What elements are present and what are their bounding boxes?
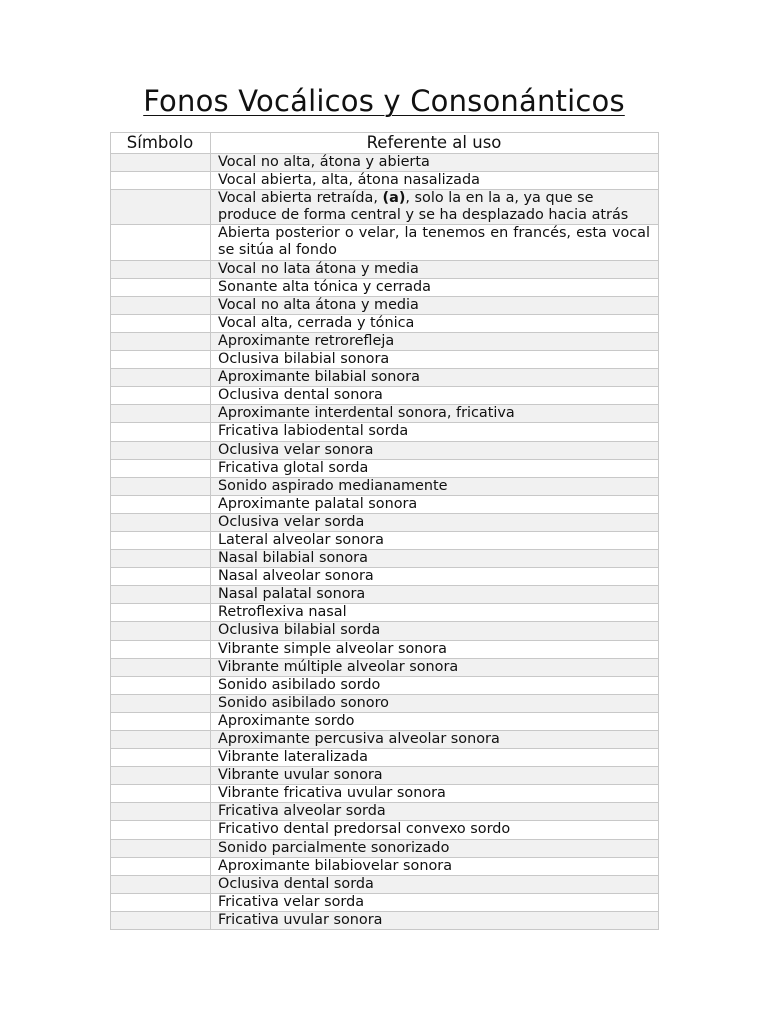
table-row (111, 640, 659, 658)
symbol-cell (111, 803, 211, 821)
table-row (111, 369, 659, 387)
table-header-row (111, 133, 659, 154)
usage-cell: Nasal alveolar sonora (211, 568, 659, 586)
usage-cell: Fricativa uvular sonora (211, 911, 659, 929)
table-row (111, 749, 659, 767)
header-symbol: Símbolo (111, 133, 211, 154)
usage-cell: Oclusiva velar sorda (211, 513, 659, 531)
usage-cell: Vibrante uvular sonora (211, 767, 659, 785)
usage-cell: Aproximante sordo (211, 712, 659, 730)
usage-cell: Vocal no lata átona y media (211, 260, 659, 278)
table-row (111, 459, 659, 477)
symbol-cell (111, 405, 211, 423)
usage-cell: Retroflexiva nasal (211, 604, 659, 622)
symbol-cell (111, 172, 211, 190)
table-row (111, 821, 659, 839)
symbol-cell (111, 658, 211, 676)
table-row (111, 278, 659, 296)
table-row (111, 154, 659, 172)
table-row (111, 296, 659, 314)
symbol-cell (111, 550, 211, 568)
table-body (111, 154, 659, 930)
usage-cell: Sonido aspirado medianamente (211, 477, 659, 495)
symbol-cell (111, 225, 211, 260)
usage-cell: Vocal abierta, alta, átona nasalizada (211, 172, 659, 190)
symbol-cell (111, 260, 211, 278)
table-row (111, 531, 659, 549)
usage-cell (211, 190, 659, 225)
symbol-cell (111, 767, 211, 785)
table-row (111, 857, 659, 875)
table-row (111, 351, 659, 369)
phones-table (110, 132, 659, 930)
usage-cell: Vibrante múltiple alveolar sonora (211, 658, 659, 676)
usage-cell: Aproximante retrorefleja (211, 332, 659, 350)
usage-cell: Sonido asibilado sordo (211, 676, 659, 694)
symbol-cell (111, 622, 211, 640)
table-row (111, 387, 659, 405)
symbol-cell (111, 568, 211, 586)
usage-cell: Fricativo dental predorsal convexo sordo (211, 821, 659, 839)
table-row (111, 622, 659, 640)
header-usage: Referente al uso (211, 133, 659, 154)
symbol-cell (111, 857, 211, 875)
usage-text: , solo la en la a, ya que se produce de forma central y se ha desplazado hacia atrás (218, 190, 629, 224)
usage-cell: Fricativa labiodental sorda (211, 423, 659, 441)
table-row (111, 332, 659, 350)
table-row (111, 405, 659, 423)
table-row (111, 423, 659, 441)
table-row (111, 260, 659, 278)
symbol-cell (111, 278, 211, 296)
usage-cell: Vibrante simple alveolar sonora (211, 640, 659, 658)
symbol-cell (111, 586, 211, 604)
table-row (111, 568, 659, 586)
usage-cell: Aproximante bilabial sonora (211, 369, 659, 387)
symbol-cell (111, 314, 211, 332)
usage-cell: Oclusiva dental sorda (211, 875, 659, 893)
symbol-cell (111, 477, 211, 495)
table-row (111, 839, 659, 857)
usage-cell: Fricativa glotal sorda (211, 459, 659, 477)
symbol-cell (111, 604, 211, 622)
symbol-cell (111, 839, 211, 857)
table-row (111, 676, 659, 694)
table-row (111, 441, 659, 459)
symbol-cell (111, 423, 211, 441)
table-row (111, 785, 659, 803)
symbol-cell (111, 296, 211, 314)
symbol-cell (111, 154, 211, 172)
usage-cell: Aproximante interdental sonora, fricativa (211, 405, 659, 423)
usage-cell: Oclusiva dental sonora (211, 387, 659, 405)
table-row (111, 731, 659, 749)
usage-text: Vocal abierta retraída, (218, 190, 383, 207)
table-row (111, 225, 659, 260)
usage-cell: Vibrante fricativa uvular sonora (211, 785, 659, 803)
table-row (111, 477, 659, 495)
symbol-cell (111, 676, 211, 694)
table-row (111, 586, 659, 604)
symbol-cell (111, 731, 211, 749)
usage-cell: Vocal alta, cerrada y tónica (211, 314, 659, 332)
symbol-cell (111, 749, 211, 767)
table-row (111, 893, 659, 911)
table-row (111, 550, 659, 568)
table-row (111, 911, 659, 929)
symbol-cell (111, 351, 211, 369)
symbol-cell (111, 893, 211, 911)
usage-text-bold: (a) (382, 190, 406, 207)
usage-cell: Oclusiva bilabial sonora (211, 351, 659, 369)
symbol-cell (111, 785, 211, 803)
table-row (111, 712, 659, 730)
usage-cell: Oclusiva bilabial sorda (211, 622, 659, 640)
usage-cell: Sonido parcialmente sonorizado (211, 839, 659, 857)
table-row (111, 803, 659, 821)
table-row (111, 190, 659, 225)
table-row (111, 604, 659, 622)
symbol-cell (111, 387, 211, 405)
symbol-cell (111, 712, 211, 730)
page-title: Fonos Vocálicos y Consonánticos (143, 84, 625, 118)
symbol-cell (111, 513, 211, 531)
usage-cell: Aproximante bilabiovelar sonora (211, 857, 659, 875)
table-row (111, 694, 659, 712)
symbol-cell (111, 911, 211, 929)
symbol-cell (111, 441, 211, 459)
symbol-cell (111, 190, 211, 225)
usage-cell: Oclusiva velar sonora (211, 441, 659, 459)
table-row (111, 767, 659, 785)
usage-cell: Nasal palatal sonora (211, 586, 659, 604)
symbol-cell (111, 369, 211, 387)
table-row (111, 172, 659, 190)
usage-cell: Fricativa velar sorda (211, 893, 659, 911)
usage-cell: Nasal bilabial sonora (211, 550, 659, 568)
symbol-cell (111, 459, 211, 477)
table-row (111, 314, 659, 332)
usage-cell: Sonido asibilado sonoro (211, 694, 659, 712)
usage-cell: Vocal no alta átona y media (211, 296, 659, 314)
symbol-cell (111, 495, 211, 513)
table-row (111, 875, 659, 893)
usage-cell: Lateral alveolar sonora (211, 531, 659, 549)
usage-cell: Abierta posterior o velar, la tenemos en francés, esta vocal se sitúa al fondo (211, 225, 659, 260)
usage-cell: Aproximante percusiva alveolar sonora (211, 731, 659, 749)
table-row (111, 513, 659, 531)
symbol-cell (111, 640, 211, 658)
symbol-cell (111, 821, 211, 839)
usage-cell: Aproximante palatal sonora (211, 495, 659, 513)
usage-cell: Vibrante lateralizada (211, 749, 659, 767)
symbol-cell (111, 332, 211, 350)
usage-cell: Fricativa alveolar sorda (211, 803, 659, 821)
usage-cell: Sonante alta tónica y cerrada (211, 278, 659, 296)
symbol-cell (111, 875, 211, 893)
table-row (111, 658, 659, 676)
symbol-cell (111, 694, 211, 712)
symbol-cell (111, 531, 211, 549)
table-row (111, 495, 659, 513)
usage-cell: Vocal no alta, átona y abierta (211, 154, 659, 172)
